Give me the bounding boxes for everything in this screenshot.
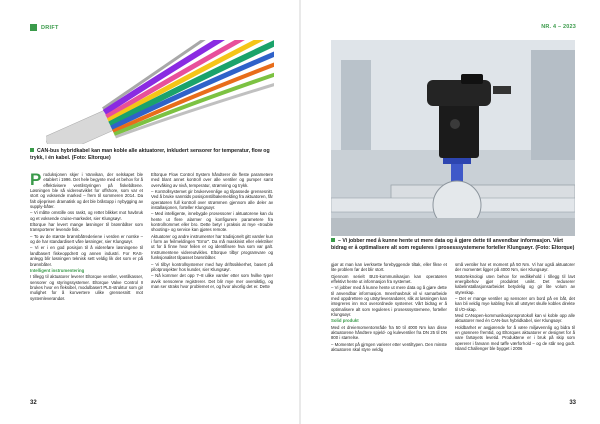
text-column-2 — [151, 172, 273, 290]
article-paragraph: Produksjonen skjer i Vanvikan, der selskapet ble etablert i 1996. Det hele begynte med et behov for å effektivisere ventilstyringen på fiskebåtene. Løsningen ble så videreutviklet for offshore, som var et stort og voksende marked – frem til sommeren 2014. Da falt oljeprisen dramatisk og det ble bråstopp i nybygging av supply-båter. — [30, 170, 143, 210]
article-paragraph: Eltorque Flow Control System håndterer de fleste parametere med blant annet kontroll over alle ventiler og pumper samt overvåking av nivå, temperatur, strømning og trykk. — [151, 172, 273, 188]
article-paragraph: Gjennom serielt BUS-kommunikasjon kan operatøren effektivt hente ut informasjon fra systemet. — [331, 273, 447, 285]
drop-cap: P — [30, 170, 42, 189]
article-paragraph: små ventiler har et moment på 50 Nm. Vi har også aktuatorer der momentet ligger på 4000 Nm, sier Klungsøyr. — [455, 262, 575, 273]
text-column-1 — [30, 172, 143, 302]
article-paragraph: – Det er mange ventiler og sensorer om bord på en båt, det kan bli veldig mye kabling hvis all utstyret skulle kobles direkte til I/O-skap. — [455, 296, 575, 312]
caption-bullet-icon — [331, 238, 335, 242]
photo-caption — [331, 238, 577, 251]
subheading: Solid produkt — [331, 318, 359, 324]
page-number: 32 — [30, 400, 37, 406]
actuator-photo — [331, 40, 575, 236]
section-header — [30, 24, 59, 31]
article-paragraph: – Momentet på gjrngen varierer etter ventiltypen. Den minste aktuatoren skal styre veldig — [331, 341, 447, 353]
section-marker-icon — [30, 24, 37, 31]
cable-photo — [46, 40, 274, 144]
caption-text: – Vi jobber med å kunne hente ut mere data og å gjøre dette til anvendbar informasjon. Vårt bidrag er å optimalisere alt som reguleres i prosesssystemene forteller Klungsøyr. (Foto: Eltorque) — [331, 238, 575, 251]
article-paragraph: Eltorque har levert mange løsninger til brønnbåter som transporterer levende fisk. — [30, 222, 143, 233]
article-paragraph: – Nå kommer det opp 7–8 ulike varsler etter som hvilke typer avvik sensorene registrerer. Det blir mye mer oversiktlig, og man ser straks hvor problemet er, og hvor alvorlig det er. Dette — [151, 273, 273, 289]
right-page — [301, 0, 600, 424]
photo-caption — [30, 148, 273, 161]
caption-text: CAN-bus hybridkabel kan man koble alle aktuatorer, inkludert sensorer for temperatur, flow og trykk, i én kabel. (Foto: Eltorque) — [30, 148, 270, 161]
caption-bullet-icon — [30, 148, 34, 152]
article-paragraph: Med CANopen-kommunikasjonsprotokoll kan vi koble opp alle aktuatorer med én CAN-bus hybridkabel, sier Klungsøyr. — [455, 313, 575, 324]
article-paragraph: Motorteknologi uten behov for vedlikehold i tillegg til lavt energibehov gjør produktet unikt. Det reduserer kabelinstallasjonsarbeidet betydelig og gir lite volum av styreskap. — [455, 273, 575, 295]
page-number: 33 — [569, 400, 576, 406]
text-column-2 — [455, 262, 575, 353]
article-paragraph: Med et dreiemomentområde fra 50 til 4000 Nm kan disse aktuatorene håndtere spjeld- og kuleventiler fra DN 25 til DN 800 i størrelse. — [331, 324, 447, 341]
article-paragraph: gjør at man kan iverksette forebyggende tiltak, eller fikse et lite problem før det blir stort. — [331, 262, 447, 273]
left-page — [0, 0, 299, 424]
article-paragraph: – Vi tilbyr kontrollsystemer med høy driftssikkerhet, basert på pilotprosjekter hos kunder, sier Klungsøyr. — [151, 261, 273, 272]
article-paragraph: Holdbarhet er avgjørende for å være miljøvennlig og bidra til en grønnere fremtid, og Eltorques aktuatorer er designet for å vare fartøyets levetid. Produktene er i bruk på skip som opererer i farvann med tøffe værforhold – og de står seg godt. Island Challenger ble bygget i 2006 — [455, 324, 575, 352]
actuator-illustration — [331, 40, 575, 236]
section-label: DRIFT — [41, 24, 59, 31]
subheading: Intelligent instrumentering — [30, 267, 85, 273]
issue-number: NR. 4 – 2023 — [541, 24, 576, 30]
article-paragraph: – Vi jobber med å kunne hente ut mere data og å gjøre dette til anvendbar informasjon. Innenhavbruk vil vi samarbeide med oppdrettere og utstyrleverandører, slik at løsningen kan integreres inn mot overordnede systemer. Vårt bidrag er å optimalisere alt som reguleres i prosesssystemene, forteller Klungsøyr. — [331, 285, 447, 318]
article-paragraph: Aktuatorer og andre instrumenter har tradisjonelt gitt varsler kun i form av feilmeldingen "Error". Da må maskinist eller elektriker ut for å finne hvor feilen er og identifisere hva som var galt. Instrumentene videreutvikles. Eltorque tilbyr programvare og funksjonalitet tilpasset brønnbåter. — [151, 233, 273, 261]
text-column-1 — [331, 262, 447, 354]
article-paragraph: – Vi er i en god posisjon til å videreføre løsningene til landbasert fiskeoppdrett og annen industri. For RAS-anlegg blir løsningen teknisk sett veldig lik det som er på brønnbåter. — [30, 245, 143, 267]
article-paragraph: – Kontrollsystemet gir brukervennlige og tilpassede grensesnitt. Ved å bruke sanntids posisjonstilbakemelding fra aktuatoren, får operatøren full kontroll over strømmen gjennom alle deler av installasjonen, forteller Klungsøyr. — [151, 189, 273, 211]
article-paragraph: – Med intelligente, innebygde prosessorer i aktuatorene kan du hente ut flere alarmer og konfigurere parametere fra kontrollrommet eller bro. Dette betyr i praksis at mye «trouble shooting» og service kan gjøres remote. — [151, 211, 273, 233]
article-paragraph: – Vi måtte omstille oss raskt, og rettet blikket mot havbruk og et voksende cruise-markedet, sier Klungsøyr. — [30, 210, 143, 221]
cable-illustration — [46, 40, 274, 144]
article-paragraph: I tillegg til aktuatorer leverer Eltorque ventiler, ventilkasser, sensorer og styringssystemer. Eltorque Valve Control II brukes hvor en fleksibel, modulbasert PLS-struktur som gir mulighet for å konvertere ulike grensesnitt mot systemleverandør. — [30, 274, 143, 301]
article-paragraph: – To av de største brønnbåtrederiene i verden er norske – og de har standardisert våre løsninger, sier Klungsøyr. — [30, 233, 143, 245]
